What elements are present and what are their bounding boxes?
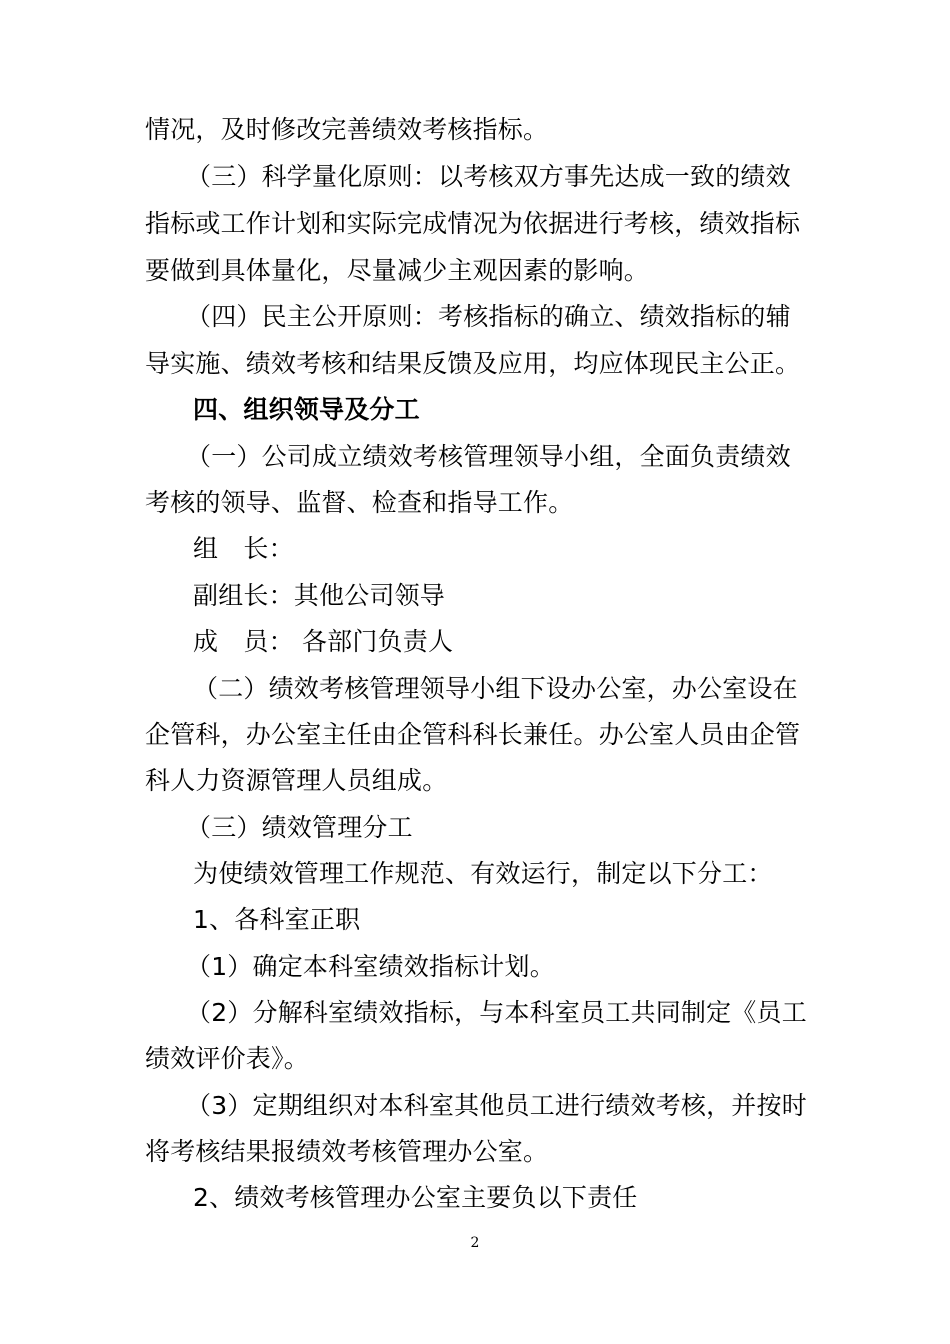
- text-line: 2、绩效考核管理办公室主要负以下责任: [193, 1183, 638, 1212]
- text-line: （一）公司成立绩效考核管理领导小组，全面负责绩效: [186, 442, 791, 471]
- text-line: 将考核结果报绩效考核管理办公室。: [145, 1137, 549, 1166]
- text-line: 科人力资源管理人员组成。: [145, 766, 448, 795]
- page-number: 2: [470, 1235, 480, 1251]
- text-line: 情况，及时修改完善绩效考核指标。: [145, 115, 549, 144]
- text-line: 要做到具体量化，尽量减少主观因素的影响。: [145, 256, 650, 285]
- text-line: （二）绩效考核管理领导小组下设办公室，办公室设在: [193, 674, 798, 703]
- text-line: （2）分解科室绩效指标，与本科室员工共同制定《员工: [186, 998, 807, 1027]
- text-line: 绩效评价表》。: [145, 1044, 309, 1073]
- text-line: 考核的领导、监督、检查和指导工作。: [145, 488, 574, 517]
- text-line: 副组长：其他公司领导: [193, 581, 446, 610]
- text-line: （3）定期组织对本科室其他员工进行绩效考核，并按时: [186, 1091, 807, 1120]
- text-line: （三）科学量化原则：以考核双方事先达成一致的绩效: [186, 162, 791, 191]
- text-line: 企管科，办公室主任由企管科科长兼任。办公室人员由企管: [145, 720, 801, 749]
- text-line: 指标或工作计划和实际完成情况为依据进行考核，绩效指标: [145, 209, 801, 238]
- text-line: 组 长：: [193, 534, 294, 563]
- text-line: 导实施、绩效考核和结果反馈及应用，均应体现民主公正。: [145, 349, 801, 378]
- section-heading: 四、组织领导及分工: [193, 395, 420, 424]
- text-line: 为使绩效管理工作规范、有效运行，制定以下分工：: [193, 859, 773, 888]
- text-line: 1、各科室正职: [193, 905, 361, 934]
- text-line: 成 员： 各部门负责人: [193, 627, 454, 656]
- text-line: （1）确定本科室绩效指标计划。: [186, 952, 555, 981]
- text-line: （四）民主公开原则：考核指标的确立、绩效指标的辅: [186, 302, 791, 331]
- text-line: （三）绩效管理分工: [186, 813, 413, 842]
